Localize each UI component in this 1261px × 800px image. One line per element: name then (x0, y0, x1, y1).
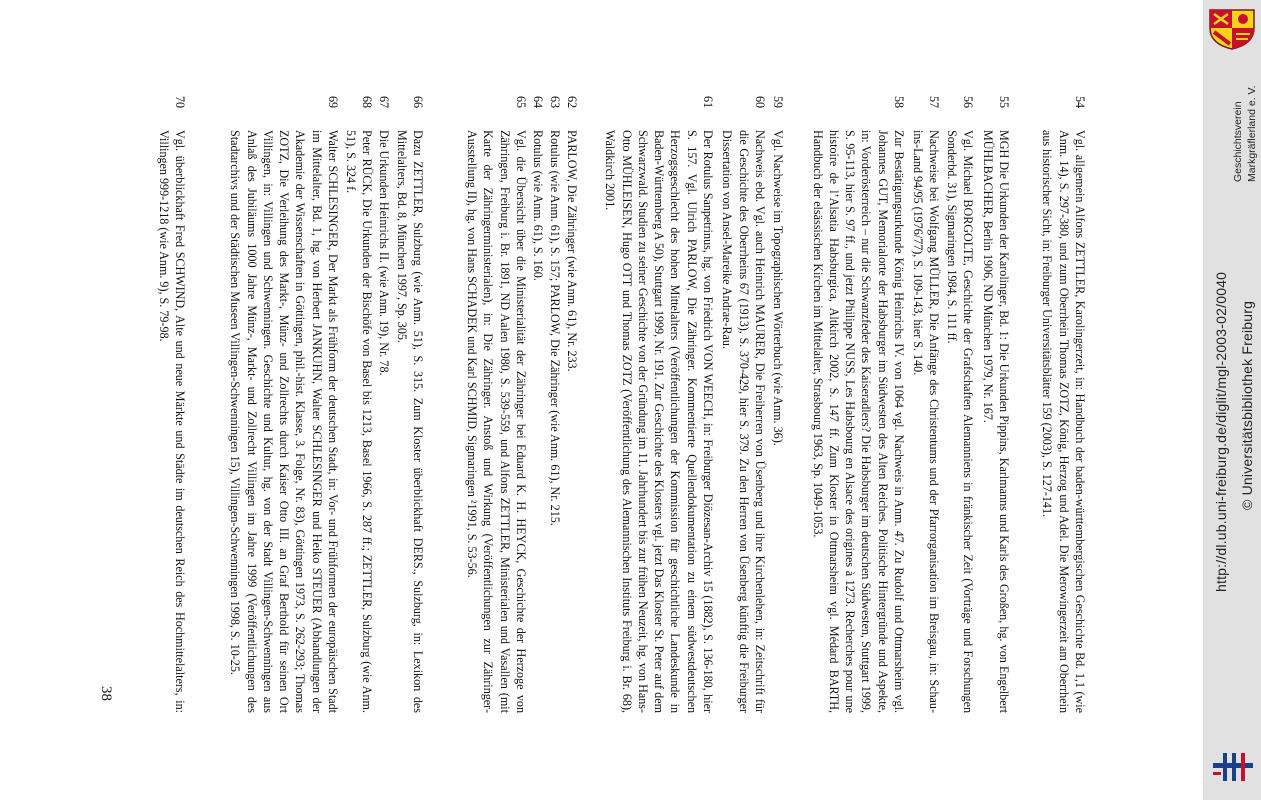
footnote-text: Vgl. Michael BORGOLTE, Geschichte der Grafschaften Alemanniens in fränkischer Zeit (Vorträge und Forschungen Sonderbd. 31), Sigmaringen 1984, S. 111 ff. (944, 130, 975, 713)
footnote-text: MGH Die Urkunden der Karolinger, Bd. 1: Die Urkunden Pippins, Karlmanns und Karls des Großen, hg. von Engelbert MÜHLBACHER, Berlin 1906, ND München 1979, Nr. 167. (980, 130, 1011, 713)
footnote-60 (719, 96, 768, 713)
footnote-55 (979, 96, 1012, 713)
footnote-number: 59 (771, 96, 785, 109)
footnote-number: 66 (411, 96, 425, 109)
footnote-text: Rotulus (wie Anm. 61), S. 160. (531, 130, 545, 281)
footnote-text: Dazu ZETTLER, Sulzburg (wie Anm. 51), S. 315. Zum Kloster überblickhaft DERS., Sulzburg, in: Lexikon des Mittelalters, Bd. 8, München 1997, Sp. 305. (394, 130, 425, 713)
footnote-text: Der Rotulus Sanpetrinus, hg. von Friedrich VON WEECH, in: Freiburger Diözesan-Archiv 15 (1882), S. 136-180, hier S. 157. Vgl. Ulrich PARLOW, Die Zähringer. Kommentierte Quellendokumentation zu einem südwestdeutschen Herzogsgeschlecht des hohen Mittelalters (Veröffentlichungen der Kommission für geschichtliche Landeskunde in Baden-Württemberg A 50), Stuttgart 1999, Nr. 191. Zur Geschichte des Klosters vgl. jetzt Das Kloster St. Peter auf dem Schwarzwald. Studien zu seiner Geschichte von der Gründung im 11. Jahrhundert bis zur frühen Neuzeit, hg. von Hans-Otto MÜHLEISEN, Hugo OTT und Thomas ZOTZ (Veröffentlichung des Alemannischen Instituts Freiburg i. Br. 68), Waldkirch 2001. (603, 130, 715, 713)
footnote-text: Vgl. überblickhaft Fred SCHWIND, Alte und neue Märkte und Städte im deutschen Reich des Hochmittelalters, in: Villingen 999-1218 (wie Anm. 9), S. 79-98. (156, 130, 187, 713)
page-number: 38 (98, 686, 114, 701)
footnote-number: 56 (961, 96, 975, 109)
footnote-62 (564, 96, 580, 713)
footnote-54 (1039, 96, 1088, 713)
footnote-text: Rotulus (wie Anm. 61), S. 157; PARLOW, Die Zähringer (wie Anm. 61), Nr. 215. (548, 130, 562, 526)
footnote-67 (376, 96, 392, 713)
footnote-text: Vgl. allgemein Alfons ZETTLER, Karolingerzeit, in: Handbuch der baden-württembergischen Geschichte Bd. 1,1 (wie Anm. 14), S. 297-380, und zum Oberrhein Thomas ZOTZ, König, Herzog und Adel. Die Merowingerzeit am Oberrhein aus historischer Sicht, in: Freiburger Universitätsblätter 159 (2003), S. 127-141. (1040, 130, 1087, 713)
coat-of-arms-icon (1208, 8, 1256, 50)
footnote-number: 70 (173, 96, 187, 109)
footnote-68 (342, 96, 375, 713)
footnote-57 (909, 96, 942, 713)
footnote-text: Die Urkunden Heinrichs II. (wie Anm. 19), Nr. 78. (377, 130, 391, 376)
footnote-number: 67 (377, 96, 391, 109)
footnote-text: Nachweis ebd. Vgl. auch Heinrich MAURER, Die Freiherren von Üsenberg und ihre Kirchenlehen, in: Zeitschrift für die Geschichte des Oberrheins 67 (1913), S. 370-429, hier S. 379. Zu den Herren von Üsenberg künftig die Freiburger Dissertation von Ansel-Mareike Andrae-Rau. (720, 130, 767, 713)
footnote-number: 55 (997, 96, 1011, 109)
footnote-56 (943, 96, 976, 713)
footnote-number: 69 (326, 96, 340, 109)
footnote-64 (530, 96, 546, 713)
permalink-url[interactable]: http://dl.ub.uni-freiburg.de/diglit/mgl-2003-02/0040 (1213, 271, 1229, 592)
footnote-70 (155, 96, 188, 713)
footnote-69 (227, 96, 341, 713)
document-page (88, 96, 1088, 716)
footnote-text: Vgl. Nachweise im Topographischen Wörterbuch (wie Anm. 36). (771, 130, 785, 446)
society-region: Markgräflerland e. V. (1246, 85, 1258, 182)
footnote-65 (464, 96, 529, 713)
footnote-text: Zur Bestätigungsurkunde König Heinrichs IV. von 1064 vgl. Nachweis in Anm. 47. Zu Rudolf und Ottmarsheim vgl. Johannes GUT, Memorialorte der Habsburger im Südwesten des Alten Reiches. Politische Hintergründe und Aspekte, in: Vorderösterreich – nur die Schwanzfeder des Kaiseradlers? Die Habsburger im deutschen Südwesten, Stuttgart 1999, S. 95-113, hier S. 97 ff., und jetzt Philippe NUSS, Les Habsbourg en Alsace des origines à 1273. Recherches pour une histoire de l’Alsatia Habsburgica, Altkirch 2002, S. 147 ff. Zum Kloster in Ottmarsheim vgl. Médard BARTH, Handbuch der elsässischen Kirchen im Mittelalter, Strasbourg 1963, Sp. 1049-1053. (810, 130, 906, 713)
footnote-text: Nachweise bei Wolfgang MÜLLER, Die Anfänge des Christentums und der Pfarrorganisation im Breisgau, in: Schau-ins-Land 94/95 (1976/77), S. 109-143, hier S. 140. (910, 130, 941, 713)
footnote-61 (602, 96, 716, 713)
footnote-58 (809, 96, 907, 713)
footnote-number: 57 (927, 96, 941, 109)
footnote-number: 54 (1073, 96, 1087, 109)
footnote-text: PARLOW, Die Zähringer (wie Anm. 61), Nr. 233. (565, 130, 579, 372)
footnote-63 (547, 96, 563, 713)
ub-freiburg-logo-icon (1211, 750, 1255, 784)
society-name: Geschichtsverein (1232, 101, 1244, 182)
footnote-number: 64 (531, 96, 545, 109)
footnote-number: 60 (753, 96, 767, 109)
footnote-number: 61 (701, 96, 715, 109)
footnote-text: Walter SCHLESINGER, Der Markt als Frühform der deutschen Stadt, in: Vor- und Frühformen der europäischen Stadt im Mittelalter, Bd. 1, hg. von Herbert JANKUHN, Walter SCHLESINGER und Heiko STEUER (Abhandlungen der Akademie der Wissenschaften in Göttingen, phil.-hist. Klasse, 3. Folge, Nr. 83), Göttingen 1973, S. 262-293; Thomas ZOTZ, Die Verleihung des Markt-, Münz- und Zollrechts durch Kaiser Otto III. an Graf Berthold für seinen Ort Villingen, in: Villingen und Schwenningen. Geschichte und Kultur, hg. von der Stadt Villingen-Schwenningen aus Anlaß des Jubiläums 1000 Jahre Münz-, Markt- und Zollrecht Villingen im Jahre 1999 (Veröffentlichungen des Stadtarchivs und der Städtischen Museen Villingen-Schwenningen 15), Villingen-Schwenningen 1998, S. 10-25. (228, 130, 340, 713)
footnote-number: 62 (565, 96, 579, 109)
footnote-number: 58 (892, 96, 906, 109)
footnote-number: 65 (514, 96, 528, 109)
copyright-notice: © Universitätsbibliothek Freiburg (1239, 300, 1255, 510)
footnote-number: 68 (360, 96, 374, 109)
footnote-text: Peter RÜCK, Die Urkunden der Bischöfe von Basel bis 1213, Basel 1966, S. 287 ff.; ZETTLER, Sulzburg (wie Anm. 51), S. 324 f. (343, 130, 374, 713)
footnote-number: 63 (548, 96, 562, 109)
footnote-text: Vgl. die Übersicht über die Ministerialität der Zähringer bei Eduard K. H. HEYCK, Geschichte der Herzoge von Zähringen, Freiburg i. Br. 1891, ND Aalen 1980, S. 539-559, und Alfons ZETTLER, Ministerialen und Vasallen (mit Karte der Zähringerministerialen), in: Die Zähringer. Anstoß und Wirkung (Veröffentlichungen zur Zähringer-Ausstellung II), hg. von Hans SCHADEK und Karl SCHMID, Sigmaringen ²1991, S. 53-56. (465, 130, 528, 713)
footnote-59 (770, 96, 786, 713)
footnote-66 (393, 96, 426, 713)
